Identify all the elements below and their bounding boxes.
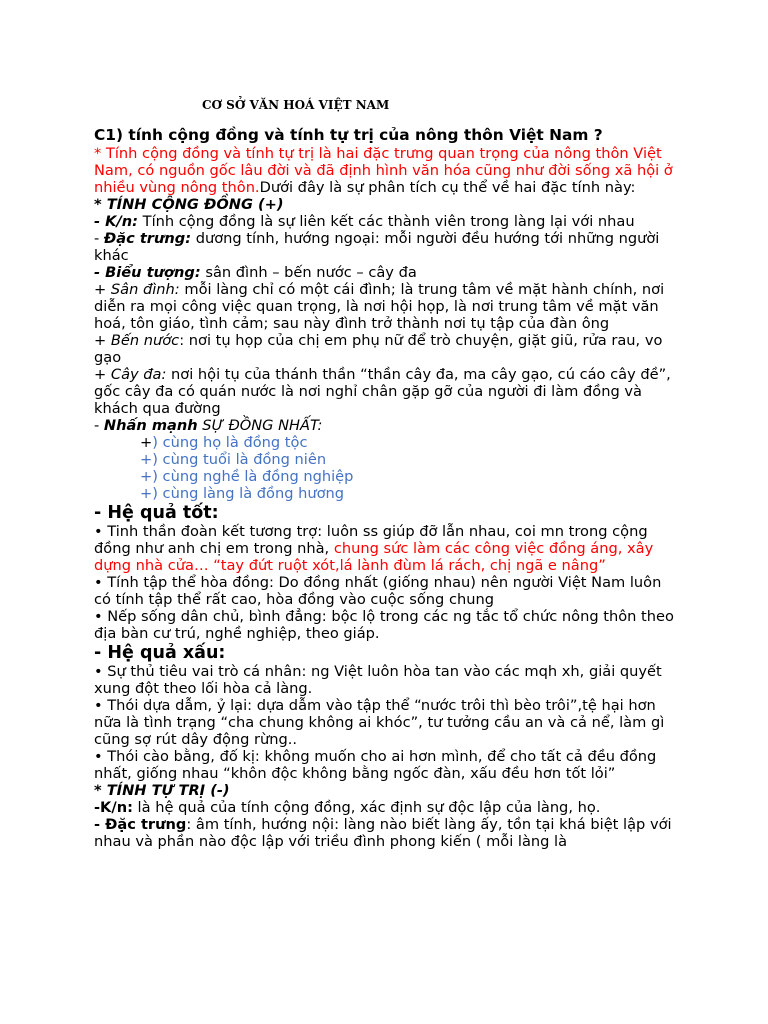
communal-house-text: mỗi làng chỉ có một cái đình; là trung tâm về mặt hành chính, nơi diễn ra mọi công việc quan trọng, là nơi hội họp, là nơi trung tâm về mặt văn hoá, tôn giáo, tình cảm; sau này đình trở thành nơi tụ tập của đàn ông [94, 281, 665, 332]
good-consequence-3: • Nếp sống dân chủ, bình đẳng: bộc lộ trong các ng tắc tổ chức nông thôn theo địa bàn cư trú, nghề nghiệp, theo giáp. [94, 608, 674, 642]
good-consequences-heading: - Hệ quả tốt: [94, 503, 219, 523]
definition-label: - K/n: [94, 213, 139, 230]
emphasis-prefix: - [94, 417, 104, 434]
intro-paragraph [94, 145, 674, 196]
symbol-text: sân đình – bến nước – cây đa [200, 264, 417, 281]
good-consequence-1 [94, 523, 674, 574]
communal-house-prefix: + [94, 281, 111, 298]
banyan-tree-label: Cây đa: [110, 366, 167, 383]
sameness-item-clan [140, 434, 674, 451]
autonomy-characteristic-line [94, 816, 674, 850]
autonomy-definition-label: -K/n: [94, 799, 133, 816]
autonomy-definition-line [94, 799, 674, 816]
good-consequence-1-red-text: chung sức làm các công việc đồng áng, xây dựng nhà cửa… “tay đứt ruột xót,lá lành đùm lá rách, chị ngã e nâng” [94, 540, 654, 574]
emphasis-text: SỰ ĐỒNG NHẤT: [197, 417, 323, 434]
bad-consequence-2: • Thói dựa dẫm, ỷ lại: dựa dẫm vào tập thể “nước trôi thì bèo trôi”,tệ hại hơn nữa là tình trạng “cha chung không ai khóc”, tư tưởng cầu an và cả nể, làm gì cũng sợ rút dây động rừng.. [94, 697, 665, 748]
banyan-tree-text: nơi hội tụ của thánh thần “thần cây đa, ma cây gạo, cú cáo cây đề”, gốc cây đa có quán nước là nơi nghỉ chân gặp gỡ của người đi làm đồng và khách qua đường [94, 366, 671, 417]
good-consequence-2: • Tính tập thể hòa đồng: Do đồng nhất (giống nhau) nên người Việt Nam luôn có tính tập thể rất cao, hòa đồng vào cuộc sống chung [94, 574, 662, 608]
water-wharf-item [94, 332, 674, 366]
definition-text: Tính cộng đồng là sự liên kết các thành viên trong làng lại với nhau [138, 213, 635, 230]
autonomy-characteristic-label: - Đặc trưng [94, 816, 187, 833]
document-title: CƠ SỞ VĂN HOÁ VIỆT NAM [202, 98, 390, 112]
banyan-tree-prefix: + [94, 366, 111, 383]
characteristic-label: Đặc trưng: [103, 230, 192, 247]
characteristic-text: dương tính, hướng ngoại: mỗi người đều hướng tới những người khác [94, 230, 660, 264]
symbol-label: - Biểu tượng: [94, 264, 201, 281]
water-wharf-text: : nơi tụ họp của chị em phụ nữ để trò chuyện, giặt giũ, rửa rau, vo gạo [94, 332, 663, 366]
water-wharf-label: Bến nước [110, 332, 180, 349]
communal-house-item [94, 281, 674, 332]
bad-consequence-1: • Sự thủ tiêu vai trò cá nhân: ng Việt luôn hòa tan vào các mqh xh, giải quyết xung đột theo lối hòa cả làng. [94, 663, 662, 697]
characteristic-line [94, 230, 674, 264]
autonomy-definition-text: là hệ quả của tính cộng đồng, xác định sự độc lập của làng, họ. [132, 799, 601, 816]
bad-consequences-heading: - Hệ quả xấu: [94, 643, 226, 663]
question-heading: C1) tính cộng đồng và tính tự trị của nông thôn Việt Nam ? [94, 126, 603, 144]
characteristic-prefix: - [94, 230, 104, 247]
intro-red-text: * Tính cộng đồng và tính tự trị là hai đặc trưng quan trọng của nông thôn Việt Nam, có nguồn gốc lâu đời và đã định hình văn hóa cũng như đời sống xã hội ở nhiều vùng nông thôn. [94, 145, 673, 196]
banyan-tree-item [94, 366, 674, 417]
autonomy-characteristic-text: : âm tính, hướng nội: làng nào biết làng ấy, tồn tại khá biệt lập với nhau và phần nào độc lập với triều đình phong kiến ( mỗi làng là [94, 816, 672, 850]
sameness-clan-text: ) cùng họ là đồng tộc [152, 434, 308, 451]
sameness-item-trade: +) cùng nghề là đồng nghiệp [140, 468, 354, 485]
sameness-item-age: +) cùng tuổi là đồng niên [140, 451, 327, 468]
emphasis-label: Nhấn mạnh [103, 417, 198, 434]
water-wharf-prefix: + [94, 332, 111, 349]
section-heading-autonomy: * TÍNH TỰ TRỊ (-) [94, 782, 230, 799]
sameness-item-village: +) cùng làng là đồng hương [140, 485, 345, 502]
document-body [94, 98, 674, 850]
definition-line [94, 213, 674, 230]
emphasis-line [94, 417, 674, 434]
bad-consequence-3: • Thói cào bằng, đố kị: không muốn cho ai hơn mình, để cho tất cả đều đồng nhất, giống nhau “khôn độc không bằng ngốc đàn, xấu đều hơn tốt lỏi” [94, 748, 657, 782]
sameness-plus: + [140, 434, 153, 451]
section-heading-community: * TÍNH CỘNG ĐỒNG (+) [94, 196, 284, 213]
symbol-line [94, 264, 674, 281]
good-consequence-1-text: • Tinh thần đoàn kết tương trợ: luôn ss giúp đỡ lẫn nhau, coi mn trong cộng đồng như anh chị em trong nhà, [94, 523, 648, 557]
communal-house-label: Sân đình: [110, 281, 180, 298]
intro-text: Dưới đây là sự phân tích cụ thể về hai đặc tính này: [259, 179, 636, 196]
